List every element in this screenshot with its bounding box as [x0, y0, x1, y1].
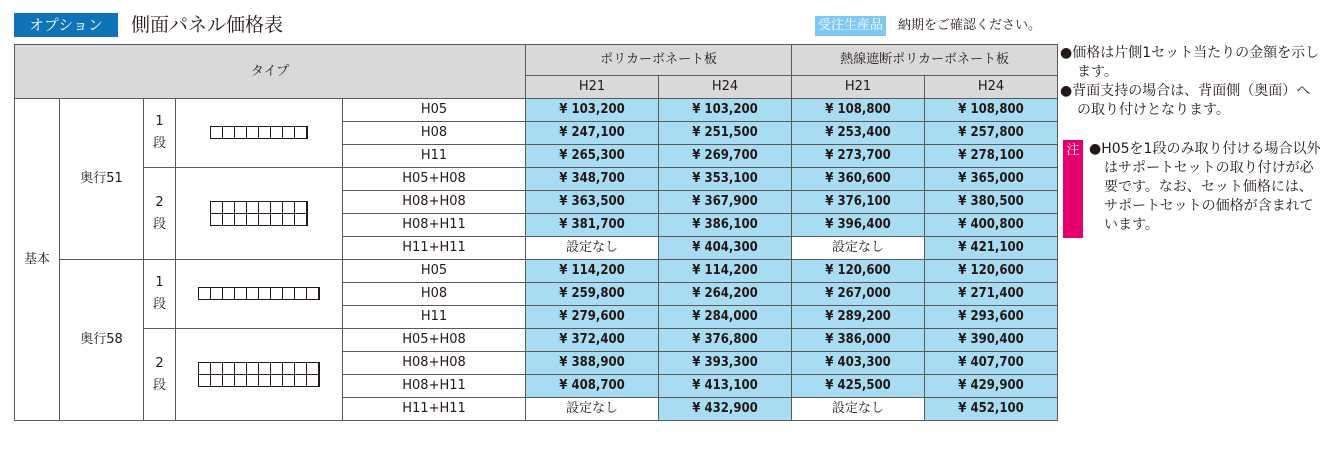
- page-title: 側面パネル価格表: [131, 14, 284, 36]
- note-price-per-set: ●価格は片側1セット当たりの金額を示します。: [1060, 45, 1320, 80]
- price-cell: ¥ 376,800: [659, 329, 792, 352]
- price-cell: ¥ 279,600: [526, 306, 659, 329]
- price-cell: ¥ 103,200: [659, 99, 792, 122]
- price-cell: ¥ 393,300: [659, 352, 792, 375]
- notes: [1060, 44, 1322, 120]
- price-cell: ¥ 284,000: [659, 306, 792, 329]
- price-cell: ¥ 257,800: [925, 122, 1058, 145]
- price-cell: ¥ 386,000: [792, 329, 925, 352]
- table-row: [15, 329, 1058, 352]
- double-tier-panel-diagram: [176, 168, 343, 260]
- panel-combination: H08+H11: [343, 375, 526, 398]
- price-cell: ¥ 404,300: [659, 237, 792, 260]
- price-cell: ¥ 269,700: [659, 145, 792, 168]
- panel-combination: H08+H08: [343, 191, 526, 214]
- option-badge: オプション: [14, 13, 118, 37]
- panel-combination: H11: [343, 145, 526, 168]
- price-cell: ¥ 388,900: [526, 352, 659, 375]
- table-row: [15, 99, 1058, 122]
- price-cell: ¥ 367,900: [659, 191, 792, 214]
- heat-shield-polycarbonate-header: 熱線遮断ポリカーボネート板: [792, 45, 1058, 76]
- price-cell: ¥ 114,200: [526, 260, 659, 283]
- panel-combination: H08: [343, 122, 526, 145]
- depth-label-58: 奥行58: [60, 260, 144, 421]
- price-cell: ¥ 372,400: [526, 329, 659, 352]
- price-cell: ¥ 386,100: [659, 214, 792, 237]
- price-cell: ¥ 253,400: [792, 122, 925, 145]
- price-cell: ¥ 413,100: [659, 375, 792, 398]
- panel-combination: H05+H08: [343, 329, 526, 352]
- price-cell: ¥ 267,000: [792, 283, 925, 306]
- price-cell: ¥ 273,700: [792, 145, 925, 168]
- price-cell: ¥ 452,100: [925, 398, 1058, 421]
- panel-diagram-icon: [210, 126, 308, 139]
- price-cell: ¥ 120,600: [792, 260, 925, 283]
- price-cell-unavailable: 設定なし: [792, 237, 925, 260]
- price-cell: ¥ 348,700: [526, 168, 659, 191]
- table-row: [15, 168, 1058, 191]
- delivery-note: 納期をご確認ください。: [898, 18, 1042, 33]
- price-cell: ¥ 293,600: [925, 306, 1058, 329]
- caution-mark: 注: [1063, 140, 1083, 238]
- tier-label-2: 2段: [144, 168, 176, 260]
- price-cell: ¥ 108,800: [792, 99, 925, 122]
- price-cell: ¥ 432,900: [659, 398, 792, 421]
- panel-diagram-icon: [210, 201, 308, 226]
- price-cell: ¥ 108,800: [925, 99, 1058, 122]
- price-cell: ¥ 400,800: [925, 214, 1058, 237]
- tier-label-1: 1段: [144, 99, 176, 168]
- price-cell: ¥ 376,100: [792, 191, 925, 214]
- price-cell: ¥ 120,600: [925, 260, 1058, 283]
- panel-combination: H11+H11: [343, 398, 526, 421]
- price-cell: ¥ 264,200: [659, 283, 792, 306]
- price-cell: ¥ 407,700: [925, 352, 1058, 375]
- price-cell: ¥ 403,300: [792, 352, 925, 375]
- single-tier-panel-diagram: [176, 260, 343, 329]
- single-tier-panel-diagram: [176, 99, 343, 168]
- price-cell-unavailable: 設定なし: [792, 398, 925, 421]
- note-rear-support: ●背面支持の場合は、背面側（奥面）への取り付けとなります。: [1060, 83, 1311, 118]
- height-header-h21: H21: [792, 76, 925, 99]
- price-cell: ¥ 271,400: [925, 283, 1058, 306]
- price-cell-unavailable: 設定なし: [526, 398, 659, 421]
- price-cell: ¥ 396,400: [792, 214, 925, 237]
- panel-combination: H05+H08: [343, 168, 526, 191]
- panel-combination: H05: [343, 260, 526, 283]
- height-header-h24: H24: [925, 76, 1058, 99]
- panel-diagram-icon: [198, 362, 320, 387]
- polycarbonate-header: ポリカーボネート板: [526, 45, 792, 76]
- price-cell: ¥ 247,100: [526, 122, 659, 145]
- price-cell: ¥ 114,200: [659, 260, 792, 283]
- made-to-order-badge: 受注生産品: [815, 16, 886, 36]
- price-cell-unavailable: 設定なし: [526, 237, 659, 260]
- depth-label-51: 奥行51: [60, 99, 144, 260]
- panel-combination: H08: [343, 283, 526, 306]
- price-cell: ¥ 421,100: [925, 237, 1058, 260]
- tier-label-1: 1段: [144, 260, 176, 329]
- panel-combination: H11+H11: [343, 237, 526, 260]
- price-cell: ¥ 381,700: [526, 214, 659, 237]
- price-cell: ¥ 289,200: [792, 306, 925, 329]
- panel-diagram-icon: [198, 287, 320, 300]
- price-cell: ¥ 265,300: [526, 145, 659, 168]
- price-cell: ¥ 360,600: [792, 168, 925, 191]
- height-header-h21: H21: [526, 76, 659, 99]
- height-header-h24: H24: [659, 76, 792, 99]
- panel-combination: H08+H08: [343, 352, 526, 375]
- basic-label: 基本: [15, 99, 60, 421]
- price-cell: ¥ 390,400: [925, 329, 1058, 352]
- price-cell: ¥ 353,100: [659, 168, 792, 191]
- price-cell: ¥ 259,800: [526, 283, 659, 306]
- table-row: [15, 260, 1058, 283]
- double-tier-panel-diagram: [176, 329, 343, 421]
- warning-text: ●H05を1段のみ取り付ける場合以外はサポートセットの取り付けが必要です。なお、セット価格には、サポートセットの価格が含まれています。: [1089, 141, 1321, 233]
- price-cell: ¥ 425,500: [792, 375, 925, 398]
- price-cell: ¥ 103,200: [526, 99, 659, 122]
- price-cell: ¥ 278,100: [925, 145, 1058, 168]
- price-cell: ¥ 380,500: [925, 191, 1058, 214]
- type-header: タイプ: [15, 45, 526, 99]
- panel-combination: H08+H11: [343, 214, 526, 237]
- tier-label-2: 2段: [144, 329, 176, 421]
- panel-combination: H05: [343, 99, 526, 122]
- price-cell: ¥ 251,500: [659, 122, 792, 145]
- price-cell: ¥ 363,500: [526, 191, 659, 214]
- price-cell: ¥ 429,900: [925, 375, 1058, 398]
- price-cell: ¥ 408,700: [526, 375, 659, 398]
- price-table: [14, 44, 1058, 421]
- panel-combination: H11: [343, 306, 526, 329]
- price-cell: ¥ 365,000: [925, 168, 1058, 191]
